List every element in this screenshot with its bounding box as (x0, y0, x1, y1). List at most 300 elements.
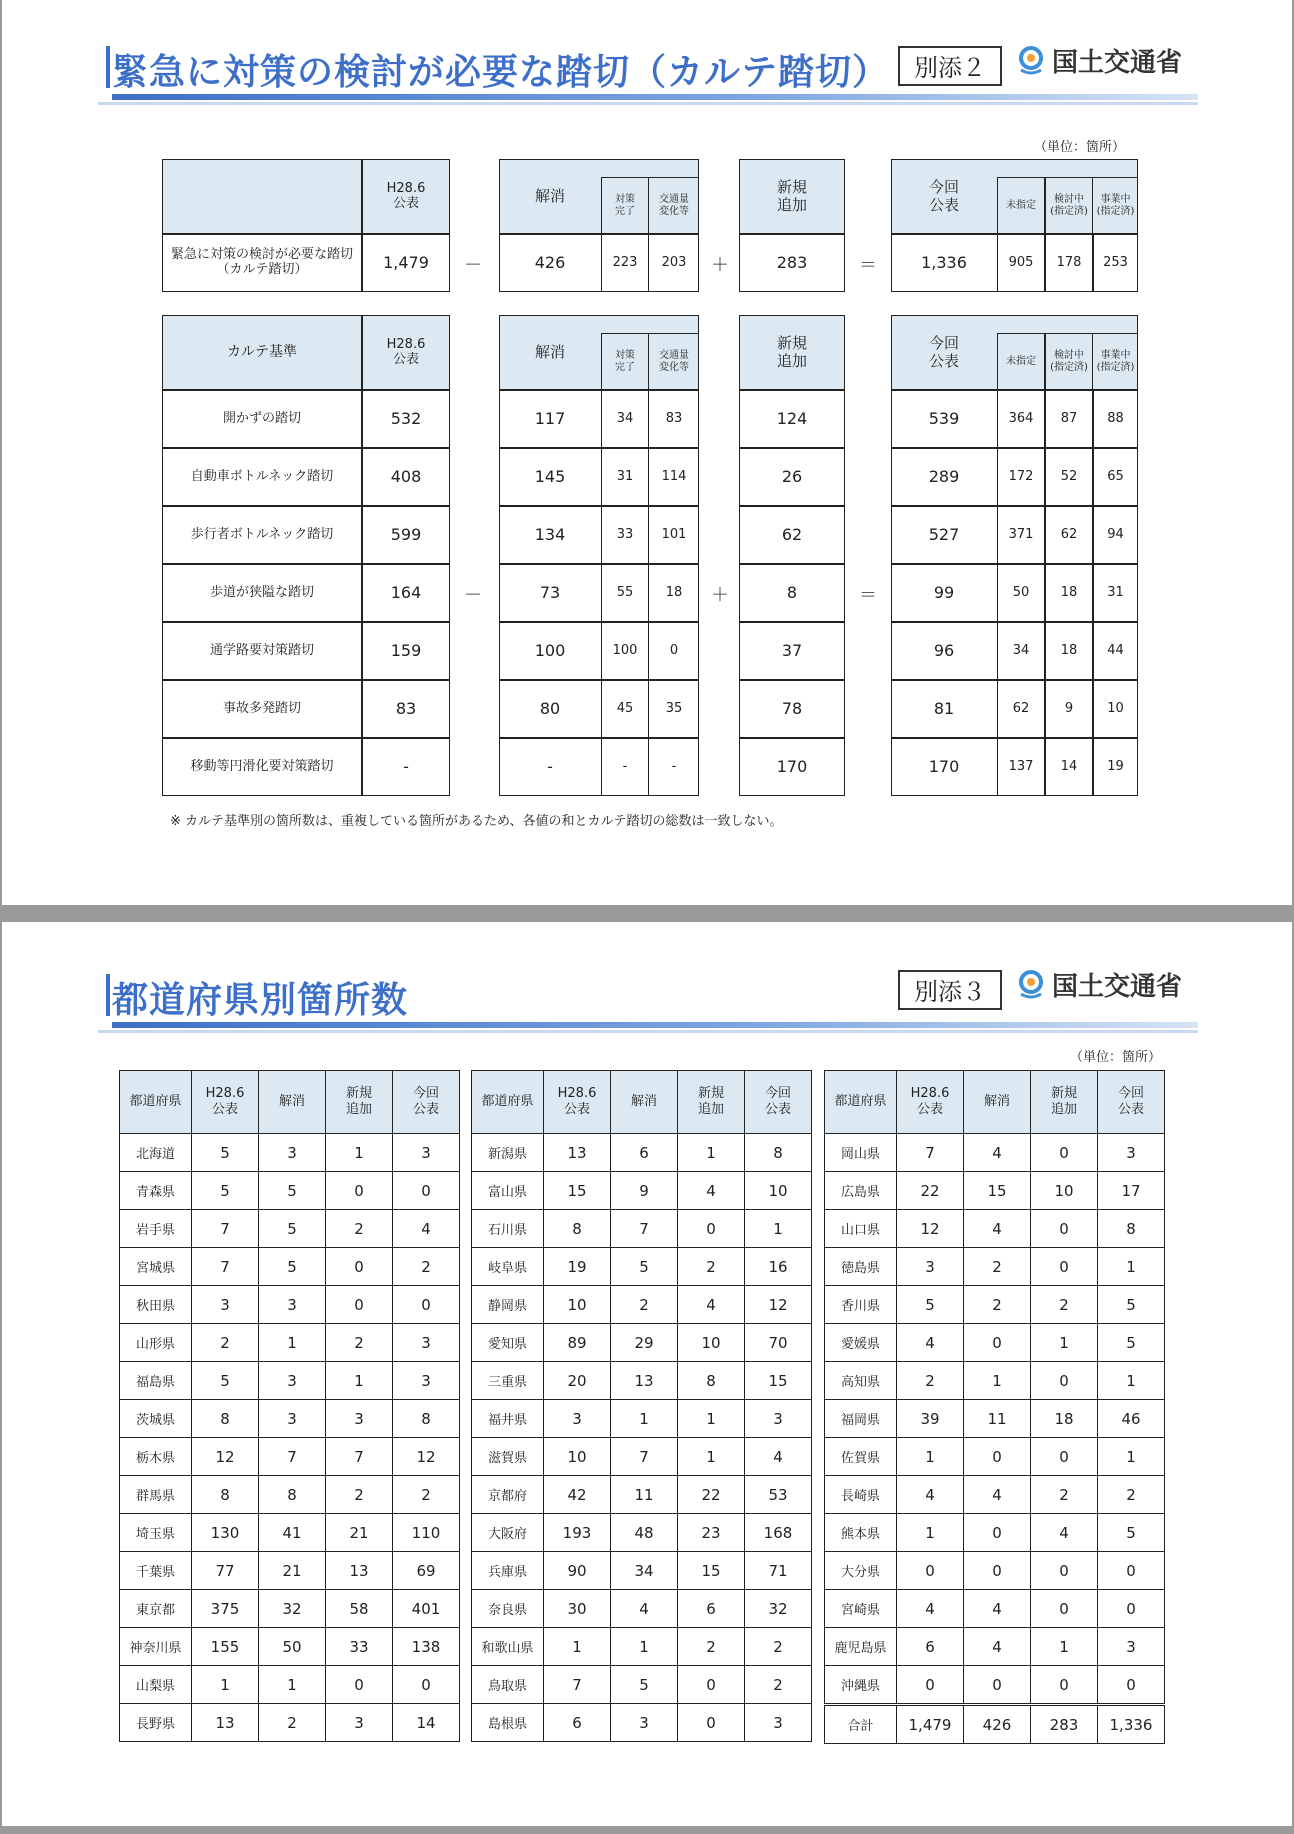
table-cell: 0 (393, 1172, 460, 1210)
prefecture-table (471, 1070, 812, 1742)
table-cell: 10 (745, 1172, 812, 1210)
table-cell: 8 (192, 1400, 259, 1438)
page-annex-2 (0, 0, 1294, 905)
table-cell: 1,336 (1098, 1705, 1165, 1744)
prefecture-name: 三重県 (472, 1362, 544, 1400)
prefecture-name: 山口県 (825, 1210, 897, 1248)
table-cell: 15 (964, 1172, 1031, 1210)
criteria-header: カルテ基準 (227, 344, 297, 361)
table-row (472, 1134, 812, 1172)
table-cell: 426 (964, 1705, 1031, 1744)
table-row (825, 1324, 1165, 1362)
criteria-row-konkai: 539 (928, 408, 960, 428)
prefecture-name: 香川県 (825, 1286, 897, 1324)
h28-header: H28.6 公表 (386, 180, 426, 211)
table-cell: 3 (259, 1400, 326, 1438)
criteria-row-taisaku: 34 (616, 410, 634, 426)
table-cell: 13 (611, 1362, 678, 1400)
criteria-row-koutsu: 0 (669, 642, 679, 658)
criteria-row-h28: 159 (390, 640, 422, 660)
table-cell: 3 (393, 1362, 460, 1400)
table-cell: 4 (1031, 1514, 1098, 1552)
column-header: H28.6 公表 (897, 1071, 964, 1134)
table-row (825, 1362, 1165, 1400)
taisaku-header: 対策 完了 (615, 194, 635, 217)
table-cell: 0 (964, 1324, 1031, 1362)
table-cell: 6 (897, 1628, 964, 1666)
prefecture-name: 福岡県 (825, 1400, 897, 1438)
table-cell: 21 (326, 1514, 393, 1552)
table-cell: 15 (544, 1172, 611, 1210)
table-cell: 1 (678, 1438, 745, 1476)
table-cell: 2 (1031, 1476, 1098, 1514)
table-cell: 0 (678, 1666, 745, 1704)
column-header: 今回 公表 (745, 1071, 812, 1134)
table-row (825, 1248, 1165, 1286)
table-cell: 1 (544, 1628, 611, 1666)
table-cell: 1 (611, 1628, 678, 1666)
criteria-row-konkai: 527 (928, 524, 960, 544)
table-cell: 5 (897, 1286, 964, 1324)
table-cell: 1 (897, 1438, 964, 1476)
table-cell: 1 (678, 1134, 745, 1172)
prefecture-name: 福井県 (472, 1400, 544, 1438)
table-cell: 2 (745, 1628, 812, 1666)
mlit-logo-text: 国土交通省 (1052, 972, 1183, 1002)
criteria-row-label: 自動車ボトルネック踏切 (190, 468, 334, 484)
table-cell: 4 (897, 1476, 964, 1514)
column-header: 今回 公表 (1098, 1071, 1165, 1134)
criteria-row-koutsu: 35 (665, 700, 683, 716)
prefecture-name: 埼玉県 (120, 1514, 192, 1552)
criteria-row-mishitei: 364 (1008, 410, 1034, 426)
table-cell: 110 (393, 1514, 460, 1552)
prefecture-name: 合計 (825, 1705, 897, 1744)
criteria-row-shinki: 124 (776, 408, 808, 428)
table-cell: 3 (897, 1248, 964, 1286)
table-row (472, 1400, 812, 1438)
table-cell: 1 (259, 1324, 326, 1362)
table-cell: 4 (393, 1210, 460, 1248)
table-cell: 0 (1031, 1248, 1098, 1286)
table-cell: 4 (745, 1438, 812, 1476)
column-header: 新規 追加 (678, 1071, 745, 1134)
table-row (825, 1286, 1165, 1324)
table-cell: 1 (611, 1400, 678, 1438)
table-cell: 0 (897, 1666, 964, 1705)
criteria-row-kaisho: 80 (539, 698, 561, 718)
plus-operator: ＋ (711, 585, 729, 606)
table-cell: 1 (326, 1134, 393, 1172)
jigyou-header: 事業中 (指定済) (1096, 194, 1135, 217)
table-cell: 9 (611, 1172, 678, 1210)
criteria-row-koutsu: - (671, 758, 677, 774)
table-cell: 3 (393, 1134, 460, 1172)
criteria-row-jigyou: 88 (1107, 410, 1124, 426)
prefecture-name: 佐賀県 (825, 1438, 897, 1476)
criteria-row-koutsu: 114 (661, 468, 687, 484)
table-row (472, 1210, 812, 1248)
taisaku-header: 対策 完了 (615, 350, 635, 373)
prefecture-name: 徳島県 (825, 1248, 897, 1286)
table-row (120, 1514, 460, 1552)
criteria-row-h28: 164 (390, 582, 422, 602)
table-cell: 0 (1031, 1362, 1098, 1400)
criteria-row-kentou: 14 (1060, 758, 1078, 774)
summary-row-kentou: 178 (1056, 254, 1082, 270)
table-cell: 0 (964, 1438, 1031, 1476)
table-row (472, 1628, 812, 1666)
table-cell: 15 (745, 1362, 812, 1400)
table-row (825, 1438, 1165, 1476)
table-row (120, 1704, 460, 1742)
prefecture-name: 栃木県 (120, 1438, 192, 1476)
table-cell: 32 (259, 1590, 326, 1628)
table-cell: 7 (544, 1666, 611, 1704)
table-cell: 7 (611, 1438, 678, 1476)
table-cell: 53 (745, 1476, 812, 1514)
table-cell: 2 (259, 1704, 326, 1742)
kentou-header: 検討中 (指定済) (1050, 194, 1088, 217)
table-cell: 50 (259, 1628, 326, 1666)
criteria-row-shinki: 8 (786, 582, 798, 602)
table-cell: 7 (326, 1438, 393, 1476)
table-cell: 12 (393, 1438, 460, 1476)
criteria-row-shinki: 170 (776, 756, 808, 776)
table-cell: 3 (259, 1134, 326, 1172)
table-cell: 1,479 (897, 1705, 964, 1744)
table-cell: 2 (678, 1628, 745, 1666)
table-row (472, 1286, 812, 1324)
table-row (120, 1324, 460, 1362)
table-cell: 19 (544, 1248, 611, 1286)
equals-operator: ＝ (859, 255, 877, 276)
criteria-row-mishitei: 371 (1008, 526, 1034, 542)
table-cell: 12 (745, 1286, 812, 1324)
table-row (120, 1666, 460, 1704)
table-cell: 0 (897, 1552, 964, 1590)
table-cell: 1 (1031, 1628, 1098, 1666)
table-cell: 4 (964, 1590, 1031, 1628)
prefecture-table (824, 1070, 1165, 1744)
prefecture-name: 宮崎県 (825, 1590, 897, 1628)
table-cell: 32 (745, 1590, 812, 1628)
table-cell: 5 (1098, 1514, 1165, 1552)
table-cell: 1 (1098, 1438, 1165, 1476)
annex-label: 別添３ (898, 970, 1002, 1010)
table-cell: 5 (259, 1210, 326, 1248)
criteria-row-label: 移動等円滑化要対策踏切 (190, 758, 334, 774)
plus-operator: ＋ (711, 255, 729, 276)
koutsu-header: 交通量 変化等 (659, 194, 689, 217)
prefecture-name: 愛知県 (472, 1324, 544, 1362)
prefecture-name: 山形県 (120, 1324, 192, 1362)
kaisho-header: 解消 (534, 186, 565, 205)
shinki-header: 新規 追加 (776, 178, 807, 214)
h28-header: H28.6 公表 (386, 336, 426, 367)
table-cell: 21 (259, 1552, 326, 1590)
column-header: H28.6 公表 (544, 1071, 611, 1134)
criteria-row-label: 歩行者ボトルネック踏切 (190, 526, 334, 542)
table-cell: 2 (326, 1324, 393, 1362)
table-cell: 2 (678, 1248, 745, 1286)
criteria-row-h28: 532 (390, 408, 422, 428)
prefecture-name: 福島県 (120, 1362, 192, 1400)
table-cell: 3 (544, 1400, 611, 1438)
summary-row-konkai: 1,336 (921, 252, 967, 272)
criteria-row-konkai: 99 (933, 582, 955, 602)
table-cell: 1 (326, 1362, 393, 1400)
mlit-logo (1018, 42, 1182, 79)
criteria-row-kaisho: - (547, 756, 553, 776)
table-cell: 283 (1031, 1705, 1098, 1744)
table-cell: 20 (544, 1362, 611, 1400)
table-cell: 5 (192, 1172, 259, 1210)
prefecture-name: 新潟県 (472, 1134, 544, 1172)
criteria-row-label: 歩道が狭隘な踏切 (209, 584, 314, 600)
table-cell: 0 (678, 1704, 745, 1742)
table-cell: 4 (897, 1324, 964, 1362)
criteria-row-taisaku: 55 (616, 584, 634, 600)
column-header: 解消 (611, 1071, 678, 1134)
title-underline (112, 1022, 1198, 1028)
table-cell: 4 (897, 1590, 964, 1628)
table-cell: 155 (192, 1628, 259, 1666)
criteria-row-taisaku: 45 (616, 700, 634, 716)
table-cell: 1 (192, 1666, 259, 1704)
title-accent-mark (106, 974, 110, 1016)
title-accent-mark (106, 46, 110, 88)
criteria-row-konkai: 81 (933, 698, 955, 718)
page-title: 都道府県別箇所数 (112, 980, 409, 1021)
prefecture-name: 石川県 (472, 1210, 544, 1248)
column-header: 解消 (259, 1071, 326, 1134)
prefecture-name: 愛媛県 (825, 1324, 897, 1362)
table-row (120, 1286, 460, 1324)
table-cell: 0 (326, 1172, 393, 1210)
table-row (120, 1400, 460, 1438)
table-row (825, 1705, 1165, 1744)
table-cell: 8 (259, 1476, 326, 1514)
prefecture-name: 岡山県 (825, 1134, 897, 1172)
table-cell: 70 (745, 1324, 812, 1362)
table-cell: 130 (192, 1514, 259, 1552)
summary-row-jigyou: 253 (1103, 254, 1128, 270)
table-cell: 6 (678, 1590, 745, 1628)
table-cell: 11 (611, 1476, 678, 1514)
table-cell: 0 (1031, 1134, 1098, 1172)
table-cell: 8 (192, 1476, 259, 1514)
prefecture-name: 鳥取県 (472, 1666, 544, 1704)
summary-row-kaisho: 426 (534, 252, 566, 272)
equals-operator: ＝ (859, 585, 877, 606)
table-cell: 18 (1031, 1400, 1098, 1438)
table-cell: 5 (1098, 1324, 1165, 1362)
table-cell: 4 (964, 1628, 1031, 1666)
table-cell: 69 (393, 1552, 460, 1590)
table-row (120, 1628, 460, 1666)
criteria-row-kentou: 62 (1060, 526, 1078, 542)
prefecture-name: 兵庫県 (472, 1552, 544, 1590)
criteria-row-kentou: 9 (1064, 700, 1074, 716)
table-cell: 3 (192, 1286, 259, 1324)
table-cell: 30 (544, 1590, 611, 1628)
table-cell: 2 (393, 1476, 460, 1514)
title-underline (112, 94, 1198, 100)
table-row (825, 1210, 1165, 1248)
prefecture-name: 北海道 (120, 1134, 192, 1172)
prefecture-name: 京都府 (472, 1476, 544, 1514)
criteria-row-konkai: 96 (933, 640, 955, 660)
table-cell: 1 (1098, 1362, 1165, 1400)
minus-operator: － (464, 255, 482, 276)
criteria-row-koutsu: 83 (665, 410, 683, 426)
prefecture-name: 宮城県 (120, 1248, 192, 1286)
table-row (120, 1438, 460, 1476)
prefecture-name: 滋賀県 (472, 1438, 544, 1476)
table-cell: 46 (1098, 1400, 1165, 1438)
criteria-row-kaisho: 73 (539, 582, 561, 602)
table-cell: 5 (1098, 1286, 1165, 1324)
table-cell: 22 (897, 1172, 964, 1210)
table-cell: 0 (1031, 1552, 1098, 1590)
table-cell: 2 (192, 1324, 259, 1362)
criteria-row-shinki: 62 (781, 524, 803, 544)
table-cell: 42 (544, 1476, 611, 1514)
table-cell: 1 (1031, 1324, 1098, 1362)
table-cell: 193 (544, 1514, 611, 1552)
criteria-row-taisaku: 31 (616, 468, 634, 484)
criteria-row-kaisho: 134 (534, 524, 566, 544)
koutsu-header: 交通量 変化等 (659, 350, 689, 373)
column-header: 解消 (964, 1071, 1031, 1134)
table-row (472, 1438, 812, 1476)
table-cell: 1 (678, 1400, 745, 1438)
table-cell: 4 (964, 1210, 1031, 1248)
table-cell: 2 (745, 1666, 812, 1704)
summary-row-label: 緊急に対策の検討が必要な踏切 （カルテ踏切） (170, 247, 353, 277)
prefecture-name: 群馬県 (120, 1476, 192, 1514)
table-row (472, 1704, 812, 1742)
header-label-cell (162, 159, 362, 234)
table-cell: 2 (897, 1362, 964, 1400)
criteria-row-mishitei: 62 (1012, 700, 1030, 716)
prefecture-name: 岐阜県 (472, 1248, 544, 1286)
table-cell: 375 (192, 1590, 259, 1628)
table-cell: 22 (678, 1476, 745, 1514)
table-cell: 4 (964, 1476, 1031, 1514)
table-cell: 1 (745, 1210, 812, 1248)
prefecture-table (119, 1070, 460, 1742)
summary-row-shinki: 283 (776, 252, 808, 272)
table-cell: 0 (326, 1248, 393, 1286)
table-cell: 0 (1031, 1438, 1098, 1476)
criteria-row-mishitei: 137 (1008, 758, 1034, 774)
table-cell: 8 (544, 1210, 611, 1248)
criteria-row-mishitei: 50 (1012, 584, 1030, 600)
table-row (472, 1514, 812, 1552)
criteria-row-jigyou: 94 (1107, 526, 1124, 542)
table-row (120, 1172, 460, 1210)
criteria-row-label: 開かずの踏切 (222, 410, 301, 426)
table-cell: 89 (544, 1324, 611, 1362)
table-cell: 2 (1098, 1476, 1165, 1514)
table-cell: 11 (964, 1400, 1031, 1438)
table-cell: 10 (678, 1324, 745, 1362)
page-annex-3 (0, 922, 1294, 1826)
mlit-logo-text: 国土交通省 (1052, 48, 1183, 78)
criteria-row-kaisho: 117 (534, 408, 566, 428)
table-cell: 2 (964, 1248, 1031, 1286)
column-header: 新規 追加 (1031, 1071, 1098, 1134)
prefecture-name: 長野県 (120, 1704, 192, 1742)
table-cell: 168 (745, 1514, 812, 1552)
table-cell: 3 (326, 1400, 393, 1438)
table-row (472, 1362, 812, 1400)
prefecture-name: 奈良県 (472, 1590, 544, 1628)
prefecture-name: 神奈川県 (120, 1628, 192, 1666)
table-row (825, 1552, 1165, 1590)
table-header-row (825, 1071, 1165, 1134)
criteria-row-h28: 83 (395, 698, 417, 718)
table-row (825, 1476, 1165, 1514)
table-cell: 3 (393, 1324, 460, 1362)
table-cell: 77 (192, 1552, 259, 1590)
prefecture-name: 青森県 (120, 1172, 192, 1210)
mlit-emblem-icon (1018, 970, 1044, 1000)
table-row (825, 1628, 1165, 1666)
table-cell: 29 (611, 1324, 678, 1362)
table-row (120, 1210, 460, 1248)
table-row (825, 1172, 1165, 1210)
table-cell: 0 (964, 1666, 1031, 1705)
table-cell: 13 (192, 1704, 259, 1742)
prefecture-name: 秋田県 (120, 1286, 192, 1324)
unit-label: （単位：箇所） (1070, 1050, 1162, 1065)
table-cell: 3 (745, 1400, 812, 1438)
table-row (120, 1362, 460, 1400)
criteria-row-label: 通学路要対策踏切 (209, 642, 314, 658)
prefecture-name: 広島県 (825, 1172, 897, 1210)
summary-row-koutsu: 203 (661, 254, 687, 270)
table-row (120, 1590, 460, 1628)
criteria-row-jigyou: 10 (1107, 700, 1124, 716)
table-cell: 0 (326, 1666, 393, 1704)
table-cell: 0 (1098, 1552, 1165, 1590)
table-row (825, 1666, 1165, 1705)
mishitei-header: 未指定 (1006, 355, 1036, 367)
criteria-row-taisaku: 33 (616, 526, 634, 542)
table-cell: 0 (1098, 1590, 1165, 1628)
table-cell: 5 (259, 1248, 326, 1286)
table-cell: 0 (678, 1210, 745, 1248)
unit-label: （単位：箇所） (1034, 140, 1126, 155)
table-cell: 7 (897, 1134, 964, 1172)
table-cell: 3 (745, 1704, 812, 1742)
table-cell: 5 (611, 1666, 678, 1704)
summary-row-taisaku: 223 (612, 254, 638, 270)
table-cell: 5 (259, 1172, 326, 1210)
prefecture-name: 和歌山県 (472, 1628, 544, 1666)
table-row (120, 1552, 460, 1590)
table-cell: 0 (964, 1552, 1031, 1590)
criteria-row-koutsu: 18 (665, 584, 683, 600)
table-cell: 7 (192, 1210, 259, 1248)
table-row (825, 1400, 1165, 1438)
table-cell: 8 (678, 1362, 745, 1400)
mishitei-header: 未指定 (1006, 199, 1036, 211)
column-header: 都道府県 (825, 1071, 897, 1134)
